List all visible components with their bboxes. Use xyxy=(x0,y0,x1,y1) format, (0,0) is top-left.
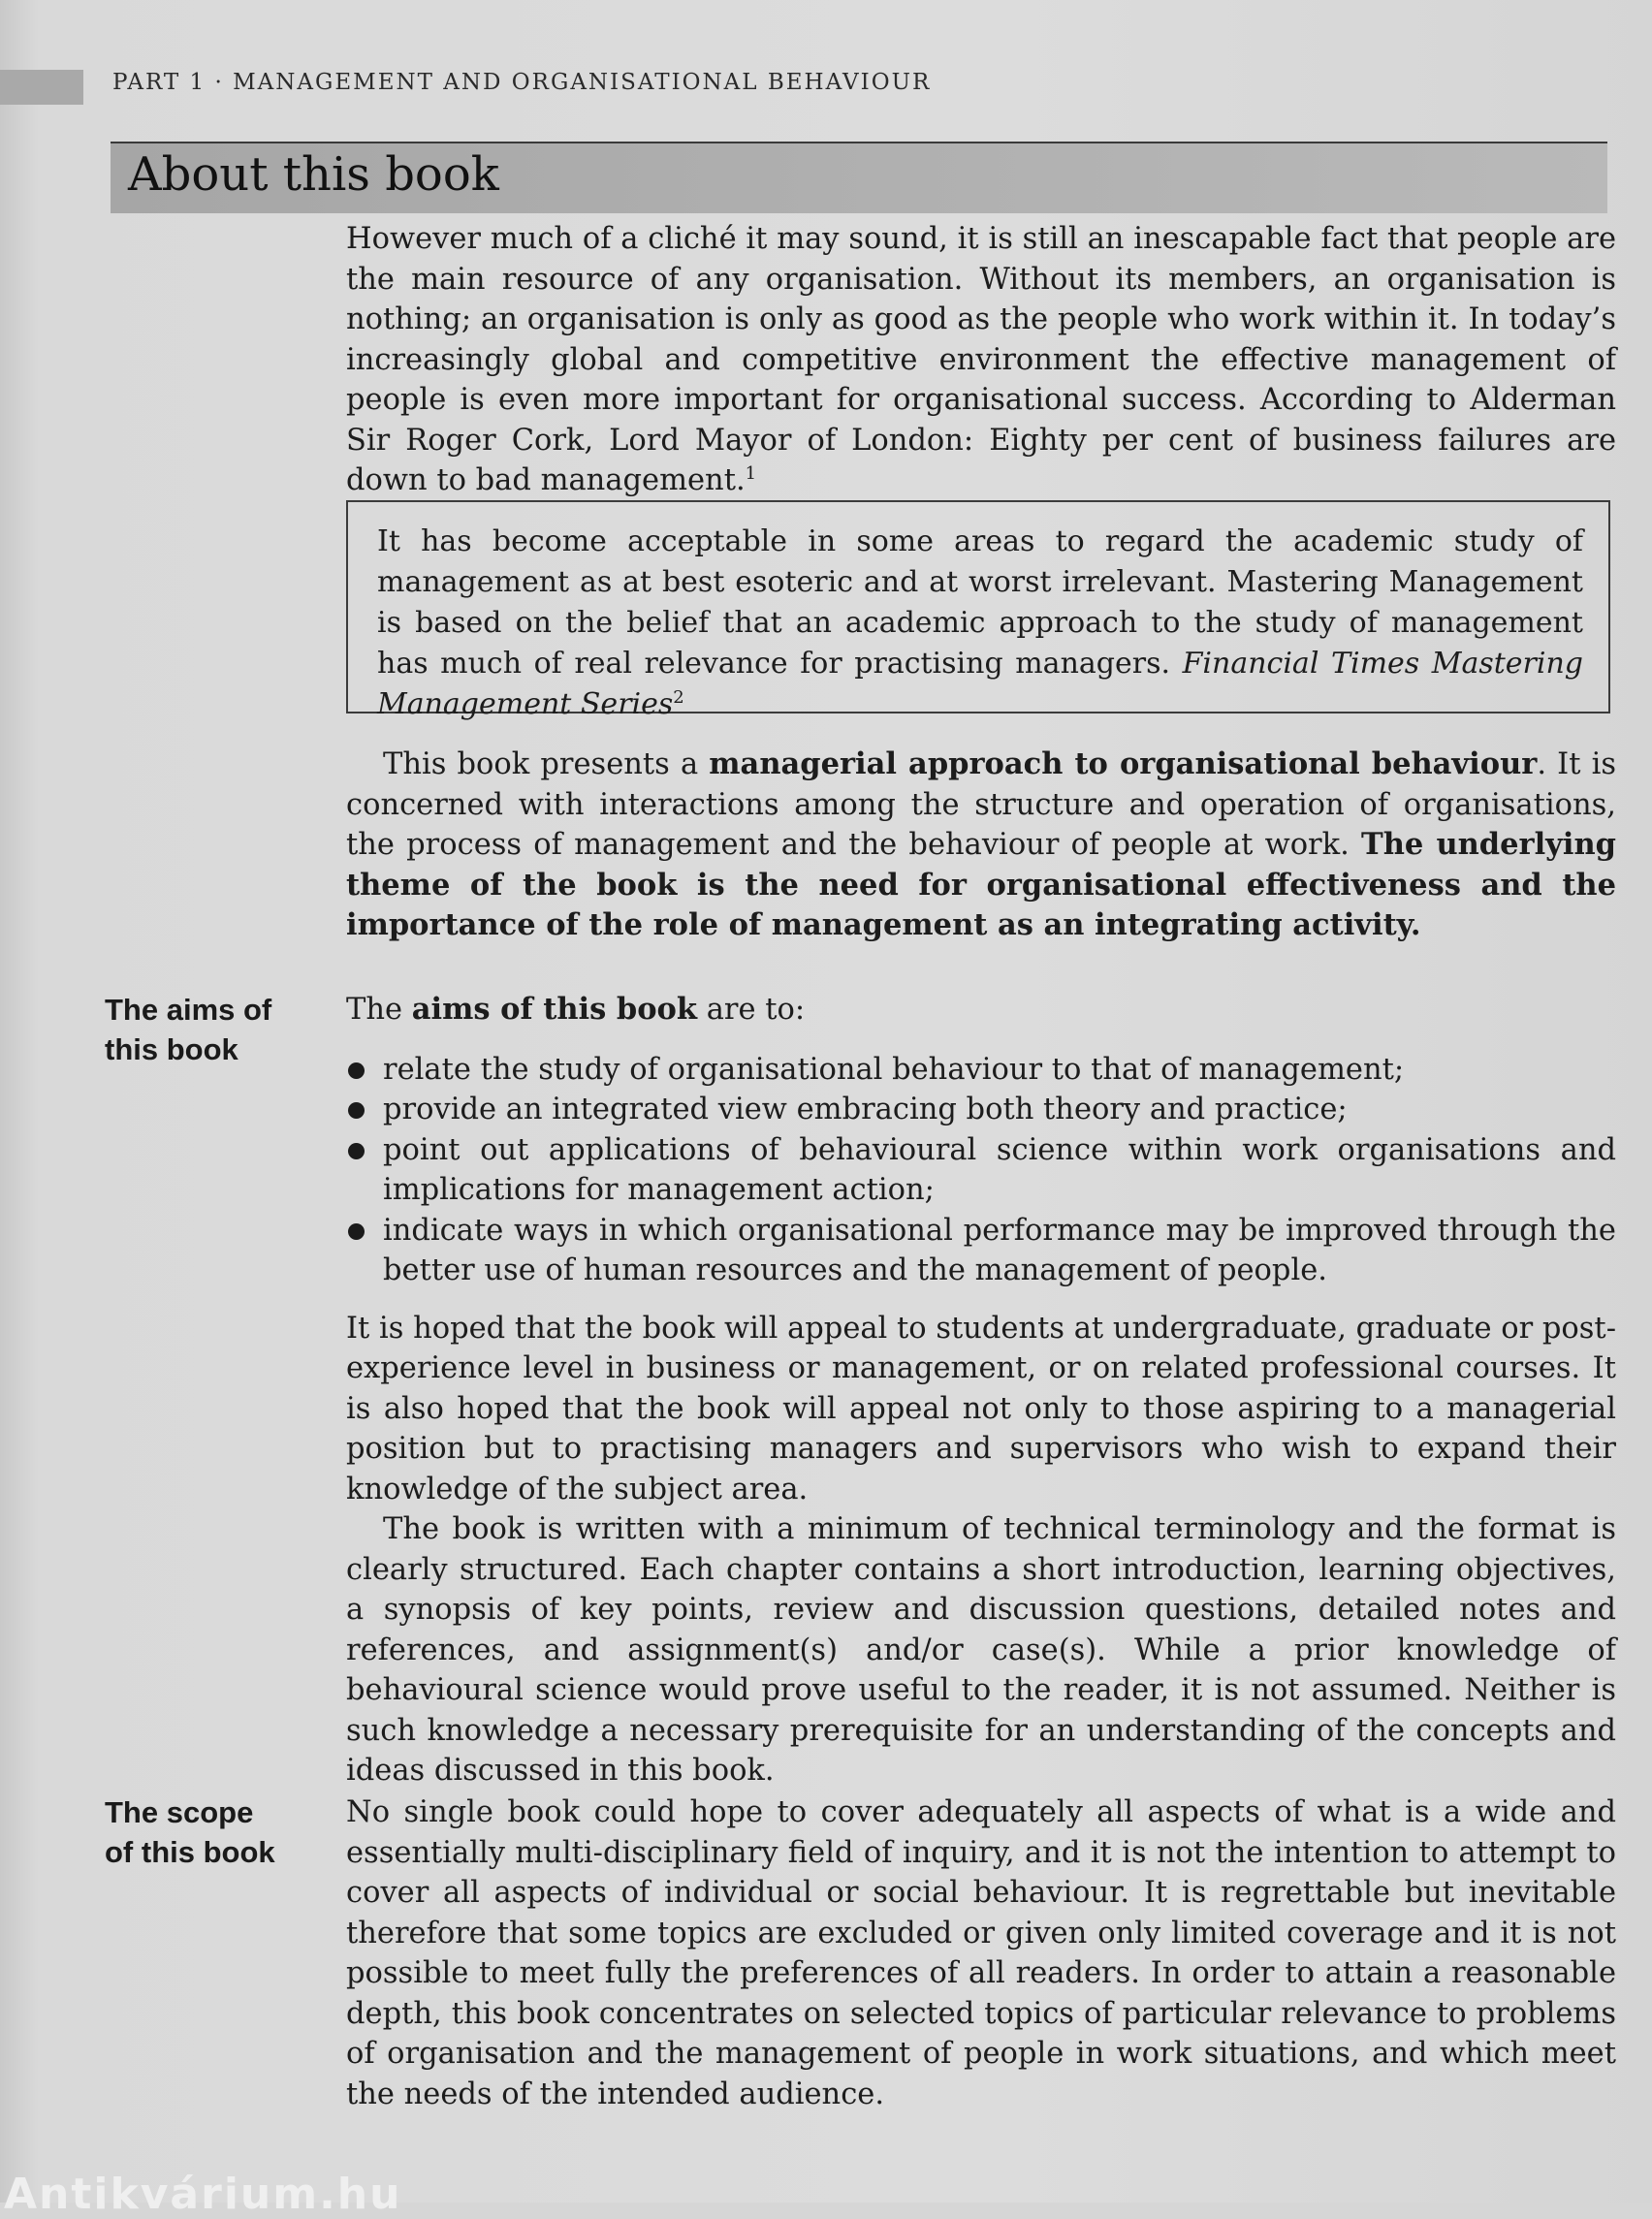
bullet-icon xyxy=(348,1062,365,1079)
running-head: PART 1 · MANAGEMENT AND ORGANISATIONAL BEHAVIOUR xyxy=(112,70,932,95)
scope-paragraph: No single book could hope to cover adequately all aspects of what is a wide and essentially multi-disciplinary field of inquiry, and it is not the intention to attempt to cover all aspects of individual or social behaviour. It is regrettable but inevitable therefore that some topics are excluded or given only limited coverage and it is not possible to meet fully the preferences of all readers. In order to attain a reasonable depth, this book concentrates on selected topics of particular relevance to problems of organisation and the management of people in work situations, and which meet the needs of the intended audience. xyxy=(346,1795,1616,2111)
aims-lead-bold: aims of this book xyxy=(411,992,698,1027)
intro-text: However much of a cliché it may sound, it is still an inescapable fact that people are the main resource of any organisation. Without its members, an organisation is nothing; an organisation is only as good as the people who work within it. In today’s increasingly global and competitive environment the effective management of people is even more important for organisational success. According to Alderman Sir Roger Cork, Lord Mayor of London: Eighty per cent of business failures are down to bad management. xyxy=(346,222,1616,497)
scope-heading-line-2: of this book xyxy=(105,1835,275,1869)
aims-section xyxy=(346,990,1616,1791)
aims-side-heading xyxy=(105,990,318,1069)
approach-bold-2: The underlying theme of the book is the need for organisational effectiveness and the importance of the role of management as an integrating activity. xyxy=(346,827,1616,942)
scope-section xyxy=(346,1792,1616,2114)
quote-box xyxy=(346,500,1610,721)
bullet-icon xyxy=(348,1223,365,1240)
list-item xyxy=(346,1050,1616,1091)
intro-section xyxy=(346,219,1616,501)
aims-paragraph-1: It is hoped that the book will appeal to students at undergraduate, graduate or post-experience level in business or management, or on related professional courses. It is also hoped that the book will appeal not only to those aspiring to a managerial position but to practising managers and supervisors who wish to expand their knowledge of the subject area. xyxy=(346,1311,1616,1506)
footnote-ref-1: 1 xyxy=(745,462,757,484)
page-title: About this book xyxy=(128,147,499,202)
aims-heading-line-2: this book xyxy=(105,1032,238,1066)
list-item xyxy=(346,1090,1616,1130)
list-item-text: relate the study of organisational behaviour to that of management; xyxy=(383,1052,1405,1087)
list-item-text: provide an integrated view embracing both theory and practice; xyxy=(383,1093,1348,1126)
approach-section xyxy=(346,745,1616,946)
approach-text-2: . It is concerned with interactions among the structure and operation of organisations, the process of management and the behaviour of people at work. xyxy=(346,747,1616,862)
watermark: Antikvárium.hu xyxy=(4,2170,402,2219)
aims-paragraph-2: The book is written with a minimum of technical terminology and the format is clearly structured. Each chapter contains a short introduction, learning objectives, a synopsis of key points, review and discussion questions, detailed notes and references, and assignment(s) and/or case(s). While a prior knowledge of behavioural science would prove useful to the reader, it is not assumed. Neither is such knowledge a necessary prerequisite for an understanding of the concepts and ideas discussed in this book. xyxy=(346,1512,1616,1788)
approach-paragraph xyxy=(346,745,1616,946)
quote-text: It has become acceptable in some areas to regard the academic study of management as at best esoteric and at worst irrelevant. Mastering Management is based on the belief that an academic approach to the study of management has much of real relevance for practising managers. xyxy=(377,524,1583,681)
bullet-icon xyxy=(348,1143,365,1159)
bullet-icon xyxy=(348,1102,365,1119)
scope-heading-line-1: The scope xyxy=(105,1795,254,1829)
aims-list xyxy=(346,1050,1616,1291)
footnote-ref-2: 2 xyxy=(673,687,684,708)
quote-source: Financial Times Mastering Management Series xyxy=(377,647,1584,721)
list-item xyxy=(346,1130,1616,1211)
approach-text-1: This book presents a xyxy=(383,747,710,781)
approach-bold-1: managerial approach to organisational behaviour xyxy=(709,746,1538,781)
aims-lead-pre: The xyxy=(346,993,412,1027)
aims-lead xyxy=(346,990,1616,1030)
part-tab-marker xyxy=(0,70,83,105)
aims-lead-post: are to: xyxy=(697,993,806,1027)
aims-heading-line-1: The aims of xyxy=(105,993,272,1027)
list-item-text: indicate ways in which organisational performance may be improved through the better use of human resources and the management of people. xyxy=(383,1213,1616,1287)
intro-paragraph xyxy=(346,219,1616,501)
scope-side-heading xyxy=(105,1792,318,1872)
list-item xyxy=(346,1211,1616,1291)
list-item-text: point out applications of behavioural science within work organisations and implications for management action; xyxy=(383,1132,1616,1207)
